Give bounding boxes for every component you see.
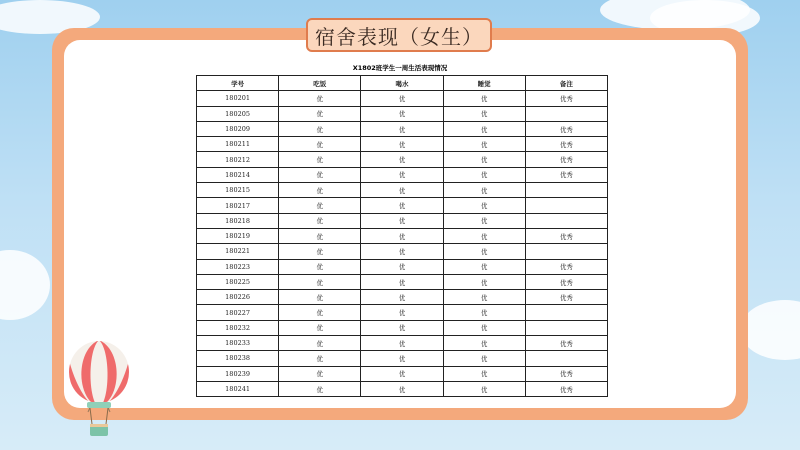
table-row xyxy=(197,366,608,381)
cell-sleeping: 优 xyxy=(443,305,525,320)
cell-student-id: 180232 xyxy=(197,320,279,335)
cell-remarks: 优秀 xyxy=(525,167,607,182)
cell-eating: 优 xyxy=(279,336,361,351)
cell-sleeping: 优 xyxy=(443,198,525,213)
cell-drinking: 优 xyxy=(361,351,443,366)
cell-eating: 优 xyxy=(279,351,361,366)
cell-eating: 优 xyxy=(279,381,361,396)
cell-eating: 优 xyxy=(279,290,361,305)
header-eating: 吃饭 xyxy=(279,76,361,91)
cell-student-id: 180223 xyxy=(197,259,279,274)
cell-student-id: 180239 xyxy=(197,366,279,381)
cell-eating: 优 xyxy=(279,91,361,106)
cell-eating: 优 xyxy=(279,366,361,381)
cell-sleeping: 优 xyxy=(443,228,525,243)
cell-drinking: 优 xyxy=(361,198,443,213)
cell-drinking: 优 xyxy=(361,167,443,182)
cell-drinking: 优 xyxy=(361,228,443,243)
table-row xyxy=(197,183,608,198)
cell-remarks: 优秀 xyxy=(525,91,607,106)
cell-eating: 优 xyxy=(279,213,361,228)
cell-eating: 优 xyxy=(279,274,361,289)
hot-air-balloon-icon xyxy=(66,340,132,438)
table-row xyxy=(197,198,608,213)
cell-student-id: 180225 xyxy=(197,274,279,289)
cell-drinking: 优 xyxy=(361,320,443,335)
table-row xyxy=(197,351,608,366)
table-row xyxy=(197,213,608,228)
table-row xyxy=(197,106,608,121)
cloud xyxy=(740,300,800,360)
cell-sleeping: 优 xyxy=(443,167,525,182)
cell-sleeping: 优 xyxy=(443,91,525,106)
cell-eating: 优 xyxy=(279,244,361,259)
cell-remarks: 优秀 xyxy=(525,137,607,152)
cell-eating: 优 xyxy=(279,167,361,182)
cell-student-id: 180212 xyxy=(197,152,279,167)
cell-drinking: 优 xyxy=(361,336,443,351)
cell-remarks: 优秀 xyxy=(525,259,607,274)
table-caption: X1802班学生一周生活表现情况 xyxy=(352,64,448,72)
table-row xyxy=(197,290,608,305)
cell-eating: 优 xyxy=(279,121,361,136)
cell-sleeping: 优 xyxy=(443,259,525,274)
cell-remarks xyxy=(525,183,607,198)
cell-drinking: 优 xyxy=(361,244,443,259)
cloud xyxy=(0,250,50,320)
cell-sleeping: 优 xyxy=(443,381,525,396)
cell-student-id: 180215 xyxy=(197,183,279,198)
header-student-id: 学号 xyxy=(197,76,279,91)
cell-student-id: 180209 xyxy=(197,121,279,136)
cell-remarks: 优秀 xyxy=(525,336,607,351)
cell-remarks xyxy=(525,244,607,259)
cell-remarks xyxy=(525,106,607,121)
cell-sleeping: 优 xyxy=(443,183,525,198)
cell-remarks xyxy=(525,213,607,228)
cell-drinking: 优 xyxy=(361,91,443,106)
cell-drinking: 优 xyxy=(361,305,443,320)
cell-sleeping: 优 xyxy=(443,366,525,381)
table-row xyxy=(197,244,608,259)
table-row xyxy=(197,320,608,335)
cell-student-id: 180218 xyxy=(197,213,279,228)
cell-eating: 优 xyxy=(279,183,361,198)
cell-eating: 优 xyxy=(279,198,361,213)
performance-table xyxy=(196,75,608,397)
cell-drinking: 优 xyxy=(361,274,443,289)
cell-sleeping: 优 xyxy=(443,274,525,289)
header-drinking: 喝水 xyxy=(361,76,443,91)
cell-student-id: 180238 xyxy=(197,351,279,366)
table-row xyxy=(197,381,608,396)
cell-sleeping: 优 xyxy=(443,290,525,305)
cell-remarks: 优秀 xyxy=(525,381,607,396)
cell-sleeping: 优 xyxy=(443,213,525,228)
cell-drinking: 优 xyxy=(361,183,443,198)
header-remarks: 备注 xyxy=(525,76,607,91)
cell-drinking: 优 xyxy=(361,381,443,396)
cell-eating: 优 xyxy=(279,305,361,320)
cell-eating: 优 xyxy=(279,106,361,121)
cell-drinking: 优 xyxy=(361,213,443,228)
table-row xyxy=(197,152,608,167)
cell-remarks xyxy=(525,320,607,335)
table-row xyxy=(197,336,608,351)
cell-drinking: 优 xyxy=(361,290,443,305)
cell-student-id: 180211 xyxy=(197,137,279,152)
cell-student-id: 180219 xyxy=(197,228,279,243)
cell-eating: 优 xyxy=(279,320,361,335)
cell-student-id: 180241 xyxy=(197,381,279,396)
table-header-row xyxy=(197,76,608,91)
cell-student-id: 180221 xyxy=(197,244,279,259)
cell-drinking: 优 xyxy=(361,259,443,274)
cell-student-id: 180226 xyxy=(197,290,279,305)
cell-student-id: 180217 xyxy=(197,198,279,213)
cell-remarks: 优秀 xyxy=(525,274,607,289)
cell-sleeping: 优 xyxy=(443,320,525,335)
table-row xyxy=(197,274,608,289)
cell-sleeping: 优 xyxy=(443,137,525,152)
cell-remarks: 优秀 xyxy=(525,228,607,243)
cell-sleeping: 优 xyxy=(443,336,525,351)
slide-title: 宿舍表现（女生） xyxy=(306,18,492,52)
cell-student-id: 180205 xyxy=(197,106,279,121)
cell-student-id: 180201 xyxy=(197,91,279,106)
table-row xyxy=(197,228,608,243)
cell-remarks: 优秀 xyxy=(525,152,607,167)
cell-remarks: 优秀 xyxy=(525,121,607,136)
cell-drinking: 优 xyxy=(361,137,443,152)
cell-remarks: 优秀 xyxy=(525,366,607,381)
header-sleeping: 睡觉 xyxy=(443,76,525,91)
cell-remarks xyxy=(525,305,607,320)
table-row xyxy=(197,305,608,320)
cell-sleeping: 优 xyxy=(443,244,525,259)
cell-student-id: 180227 xyxy=(197,305,279,320)
cell-remarks xyxy=(525,198,607,213)
cell-eating: 优 xyxy=(279,228,361,243)
table-row xyxy=(197,137,608,152)
cell-student-id: 180233 xyxy=(197,336,279,351)
cell-remarks: 优秀 xyxy=(525,290,607,305)
cell-drinking: 优 xyxy=(361,152,443,167)
cell-drinking: 优 xyxy=(361,106,443,121)
table-row xyxy=(197,121,608,136)
cell-sleeping: 优 xyxy=(443,106,525,121)
table-row xyxy=(197,167,608,182)
table-row xyxy=(197,259,608,274)
cell-sleeping: 优 xyxy=(443,351,525,366)
cell-sleeping: 优 xyxy=(443,152,525,167)
cell-sleeping: 优 xyxy=(443,121,525,136)
cell-student-id: 180214 xyxy=(197,167,279,182)
cell-drinking: 优 xyxy=(361,121,443,136)
cell-drinking: 优 xyxy=(361,366,443,381)
cell-remarks xyxy=(525,351,607,366)
cell-eating: 优 xyxy=(279,259,361,274)
cell-eating: 优 xyxy=(279,137,361,152)
table-row xyxy=(197,91,608,106)
cell-eating: 优 xyxy=(279,152,361,167)
